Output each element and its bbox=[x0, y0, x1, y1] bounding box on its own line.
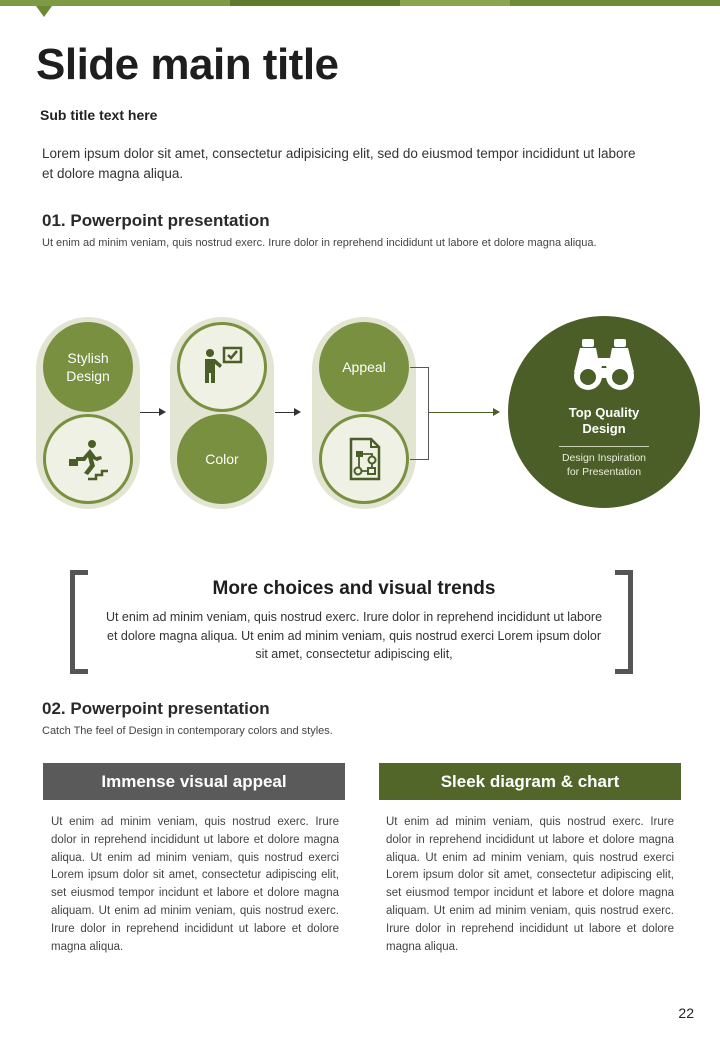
presenter-board-icon bbox=[177, 322, 267, 412]
intro-paragraph: Lorem ipsum dolor sit amet, consectetur adipisicing elit, sed do eiusmod tempor incididunt ut labore et dolore magna aliqua. bbox=[42, 146, 636, 181]
arrow-1-line bbox=[140, 412, 160, 413]
arrow-3-line bbox=[429, 412, 494, 413]
appeal-circle: Appeal bbox=[319, 322, 409, 412]
result-subtitle: Design Inspiration for Presentation bbox=[561, 452, 647, 478]
running-stairs-icon bbox=[43, 414, 133, 504]
result-circle bbox=[508, 316, 700, 508]
stylish-design-circle: Stylish Design bbox=[43, 322, 133, 412]
column2-text: Ut enim ad minim veniam, quis nostrud exerc. Irure dolor in reprehend incididunt ut labore et dolore magna aliqua. Ut enim ad minim veniam, quis nostrud exerci Lorem ipsum dolor sit amet, consectetur adipiscing elit, set eiusmod tempor incidunt et labore et dolore magna aliquam. Ut enim ad minim veniam, quis nostrud exerc. Irure dolor in reprehend incididunt ut labore et dolore magna aliqua. bbox=[386, 816, 674, 953]
quote-bracket-left bbox=[70, 570, 88, 674]
connector-bottom bbox=[410, 459, 428, 460]
top-accent-bar bbox=[0, 0, 720, 6]
connector-top bbox=[410, 367, 428, 368]
column1-text: Ut enim ad minim veniam, quis nostrud exerc. Irure dolor in reprehend incididunt ut labore et dolore magna aliqua. Ut enim ad minim veniam, quis nostrud exerci Lorem ipsum dolor sit amet, consectetur adipiscing elit, set eiusmod tempor incidunt et labore et dolore magna aliquam. Ut enim ad minim veniam, quis nostrud exerc. Irure dolor in reprehend incididunt ut labore et dolore magna aliqua. bbox=[51, 816, 339, 953]
column1-header: Immense visual appeal bbox=[43, 763, 345, 800]
result-title: Top Quality Design bbox=[568, 405, 640, 436]
color-circle: Color bbox=[177, 414, 267, 504]
page-number: 22 bbox=[678, 1005, 694, 1021]
page-title: Slide main title bbox=[36, 40, 339, 89]
document-flowchart-icon bbox=[319, 414, 409, 504]
arrow-2-line bbox=[275, 412, 295, 413]
binoculars-icon bbox=[572, 336, 636, 397]
column2-header: Sleek diagram & chart bbox=[379, 763, 681, 800]
top-notch-marker bbox=[36, 6, 52, 17]
arrow-2-head bbox=[294, 408, 301, 416]
quote-title: More choices and visual trends bbox=[212, 578, 496, 599]
section1-heading: 01. Powerpoint presentation bbox=[42, 211, 270, 230]
connector-vertical bbox=[428, 367, 429, 460]
section2-heading: 02. Powerpoint presentation bbox=[42, 699, 270, 718]
page-subtitle: Sub title text here bbox=[40, 107, 158, 123]
arrow-3-head bbox=[493, 408, 500, 416]
result-divider bbox=[559, 446, 649, 447]
quote-bracket-right bbox=[615, 570, 633, 674]
quote-text: Ut enim ad minim veniam, quis nostrud exerc. Irure dolor in reprehend incididunt ut labore et dolore magna aliqua. Ut enim ad minim veniam, quis nostrud exerci Lorem ipsum dolor sit amet, consectetur adipiscing elit, bbox=[105, 610, 603, 661]
arrow-1-head bbox=[159, 408, 166, 416]
section2-text: Catch The feel of Design in contemporary colors and styles. bbox=[42, 725, 333, 737]
section1-text: Ut enim ad minim veniam, quis nostrud exerc. Irure dolor in reprehend incididunt ut labore et dolore magna aliqua. bbox=[42, 237, 597, 249]
